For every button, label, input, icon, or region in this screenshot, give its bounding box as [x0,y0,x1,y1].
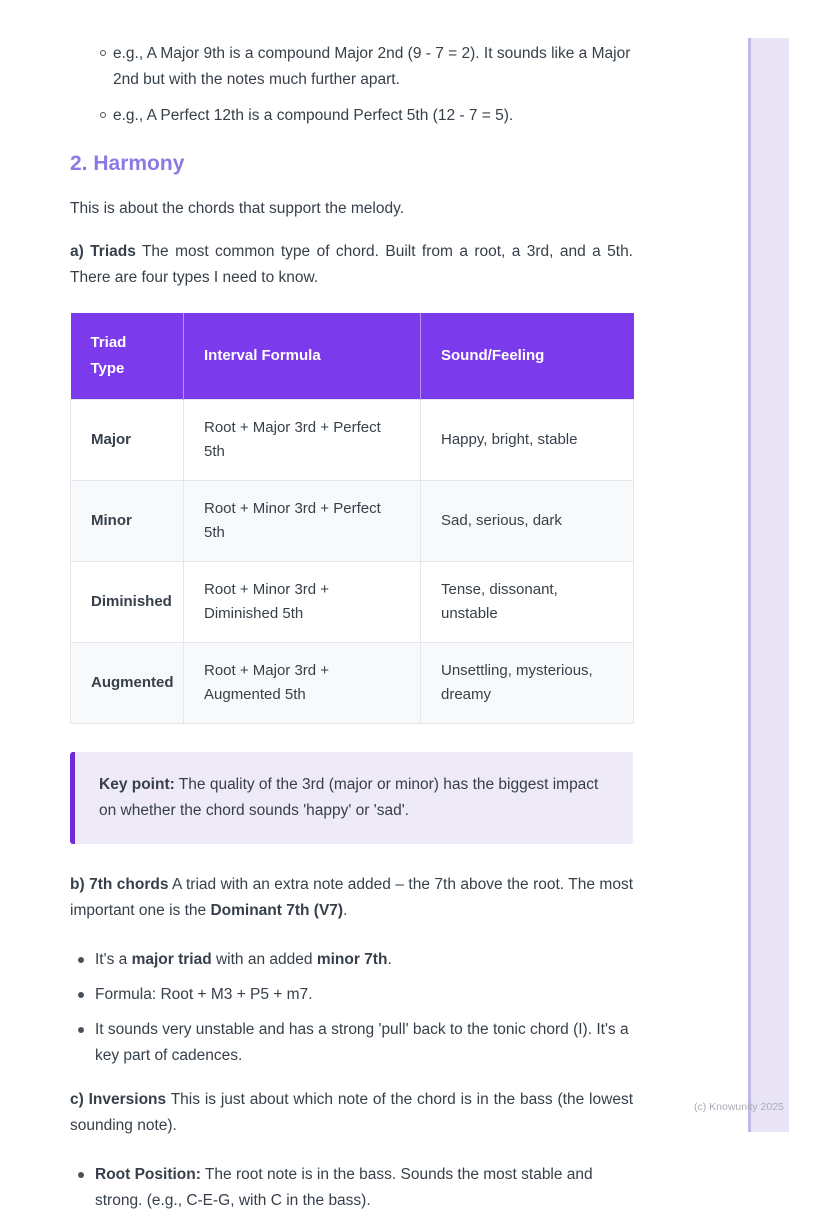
table-cell-sound: Unsettling, mysterious, dreamy [421,643,634,724]
dot-bullet-icon [78,992,84,998]
page-content [70,0,633,1223]
inversions-paragraph [70,1087,633,1139]
root-position-text: The root note is in the bass. Sounds the most stable and strong. (e.g., C-E-G, with C in the bass). [95,1166,593,1209]
inversions-list [70,1162,633,1214]
dot-bullet-icon [78,1172,84,1178]
bullet-text: with an added [211,951,317,968]
section-heading-harmony: 2. Harmony [70,152,185,175]
dominant-seventh-term: Dominant 7th (V7) [210,902,344,919]
seventh-chords-label: b) 7th chords [70,876,169,893]
table-cell-type: Diminished [71,562,184,643]
triads-label: a) Triads [70,243,136,260]
seventh-chords-paragraph [70,872,633,924]
circle-bullet-icon [100,50,106,56]
list-item [70,1017,633,1069]
bullet-bold-term: major triad [131,951,212,968]
seventh-chords-list [70,947,633,1069]
table-cell-sound: Sad, serious, dark [421,481,634,562]
inversions-label: c) Inversions [70,1091,167,1108]
table-header-interval-formula: Interval Formula [184,313,421,400]
list-item [70,1162,633,1214]
table-row [71,481,634,562]
triad-table-header [71,313,634,400]
list-item [70,947,633,973]
seventh-chords-text-end: . [343,902,348,919]
list-item-text [95,951,392,968]
table-row [71,562,634,643]
triad-table [70,313,634,724]
key-point-label: Key point: [99,776,175,793]
table-cell-formula: Root + Minor 3rd + Diminished 5th [184,562,421,643]
dot-bullet-icon [78,957,84,963]
table-cell-formula: Root + Major 3rd + Perfect 5th [184,400,421,481]
table-cell-formula: Root + Major 3rd + Augmented 5th [184,643,421,724]
bullet-bold-term: minor 7th [316,951,388,968]
list-item-text [95,1166,593,1209]
table-cell-type: Minor [71,481,184,562]
circle-bullet-icon [100,112,106,118]
list-item-text: Formula: Root + M3 + P5 + m7. [95,986,313,1003]
list-item [70,41,633,93]
triads-paragraph [70,239,633,291]
table-header-row [71,313,634,400]
list-item-text: It sounds very unstable and has a strong 'pull' back to the tonic chord (I). It's a key part of cadences. [95,1021,629,1064]
table-row [71,400,634,481]
dot-bullet-icon [78,1027,84,1033]
key-point-body: The quality of the 3rd (major or minor) has the biggest impact on whether the chord sounds 'happy' or 'sad'. [99,776,599,819]
inversions-text: This is just about which note of the chord is in the bass (the lowest sounding note). [70,1091,633,1134]
list-item [70,103,633,129]
bullet-text: It's a [95,951,132,968]
compound-interval-examples-list [70,41,633,129]
harmony-intro-paragraph: This is about the chords that support the melody. [70,200,405,217]
table-header-sound-feeling: Sound/Feeling [421,313,634,400]
seventh-chords-text: A triad with an extra note added – the 7th above the root. The most important one is the [70,876,633,919]
watermark: (c) Knowunity 2025 [694,1101,784,1113]
table-cell-formula: Root + Minor 3rd + Perfect 5th [184,481,421,562]
root-position-label: Root Position: [95,1166,201,1183]
list-item-text: e.g., A Perfect 12th is a compound Perfect 5th (12 - 7 = 5). [113,107,514,124]
key-point-callout [70,752,633,844]
triad-table-body [71,400,634,724]
table-cell-type: Major [71,400,184,481]
list-item-text: e.g., A Major 9th is a compound Major 2nd (9 - 7 = 2). It sounds like a Major 2nd but with the notes much further apart. [113,45,631,88]
next-page-edge [748,38,789,1132]
table-cell-sound: Happy, bright, stable [421,400,634,481]
table-row [71,643,634,724]
bullet-text: . [387,951,392,968]
key-point-text [99,772,609,824]
table-cell-sound: Tense, dissonant, unstable [421,562,634,643]
list-item [70,982,633,1008]
table-header-triad-type: Triad Type [71,313,184,400]
triads-text: The most common type of chord. Built from a root, a 3rd, and a 5th. There are four types I need to know. [70,243,633,286]
table-cell-type: Augmented [71,643,184,724]
